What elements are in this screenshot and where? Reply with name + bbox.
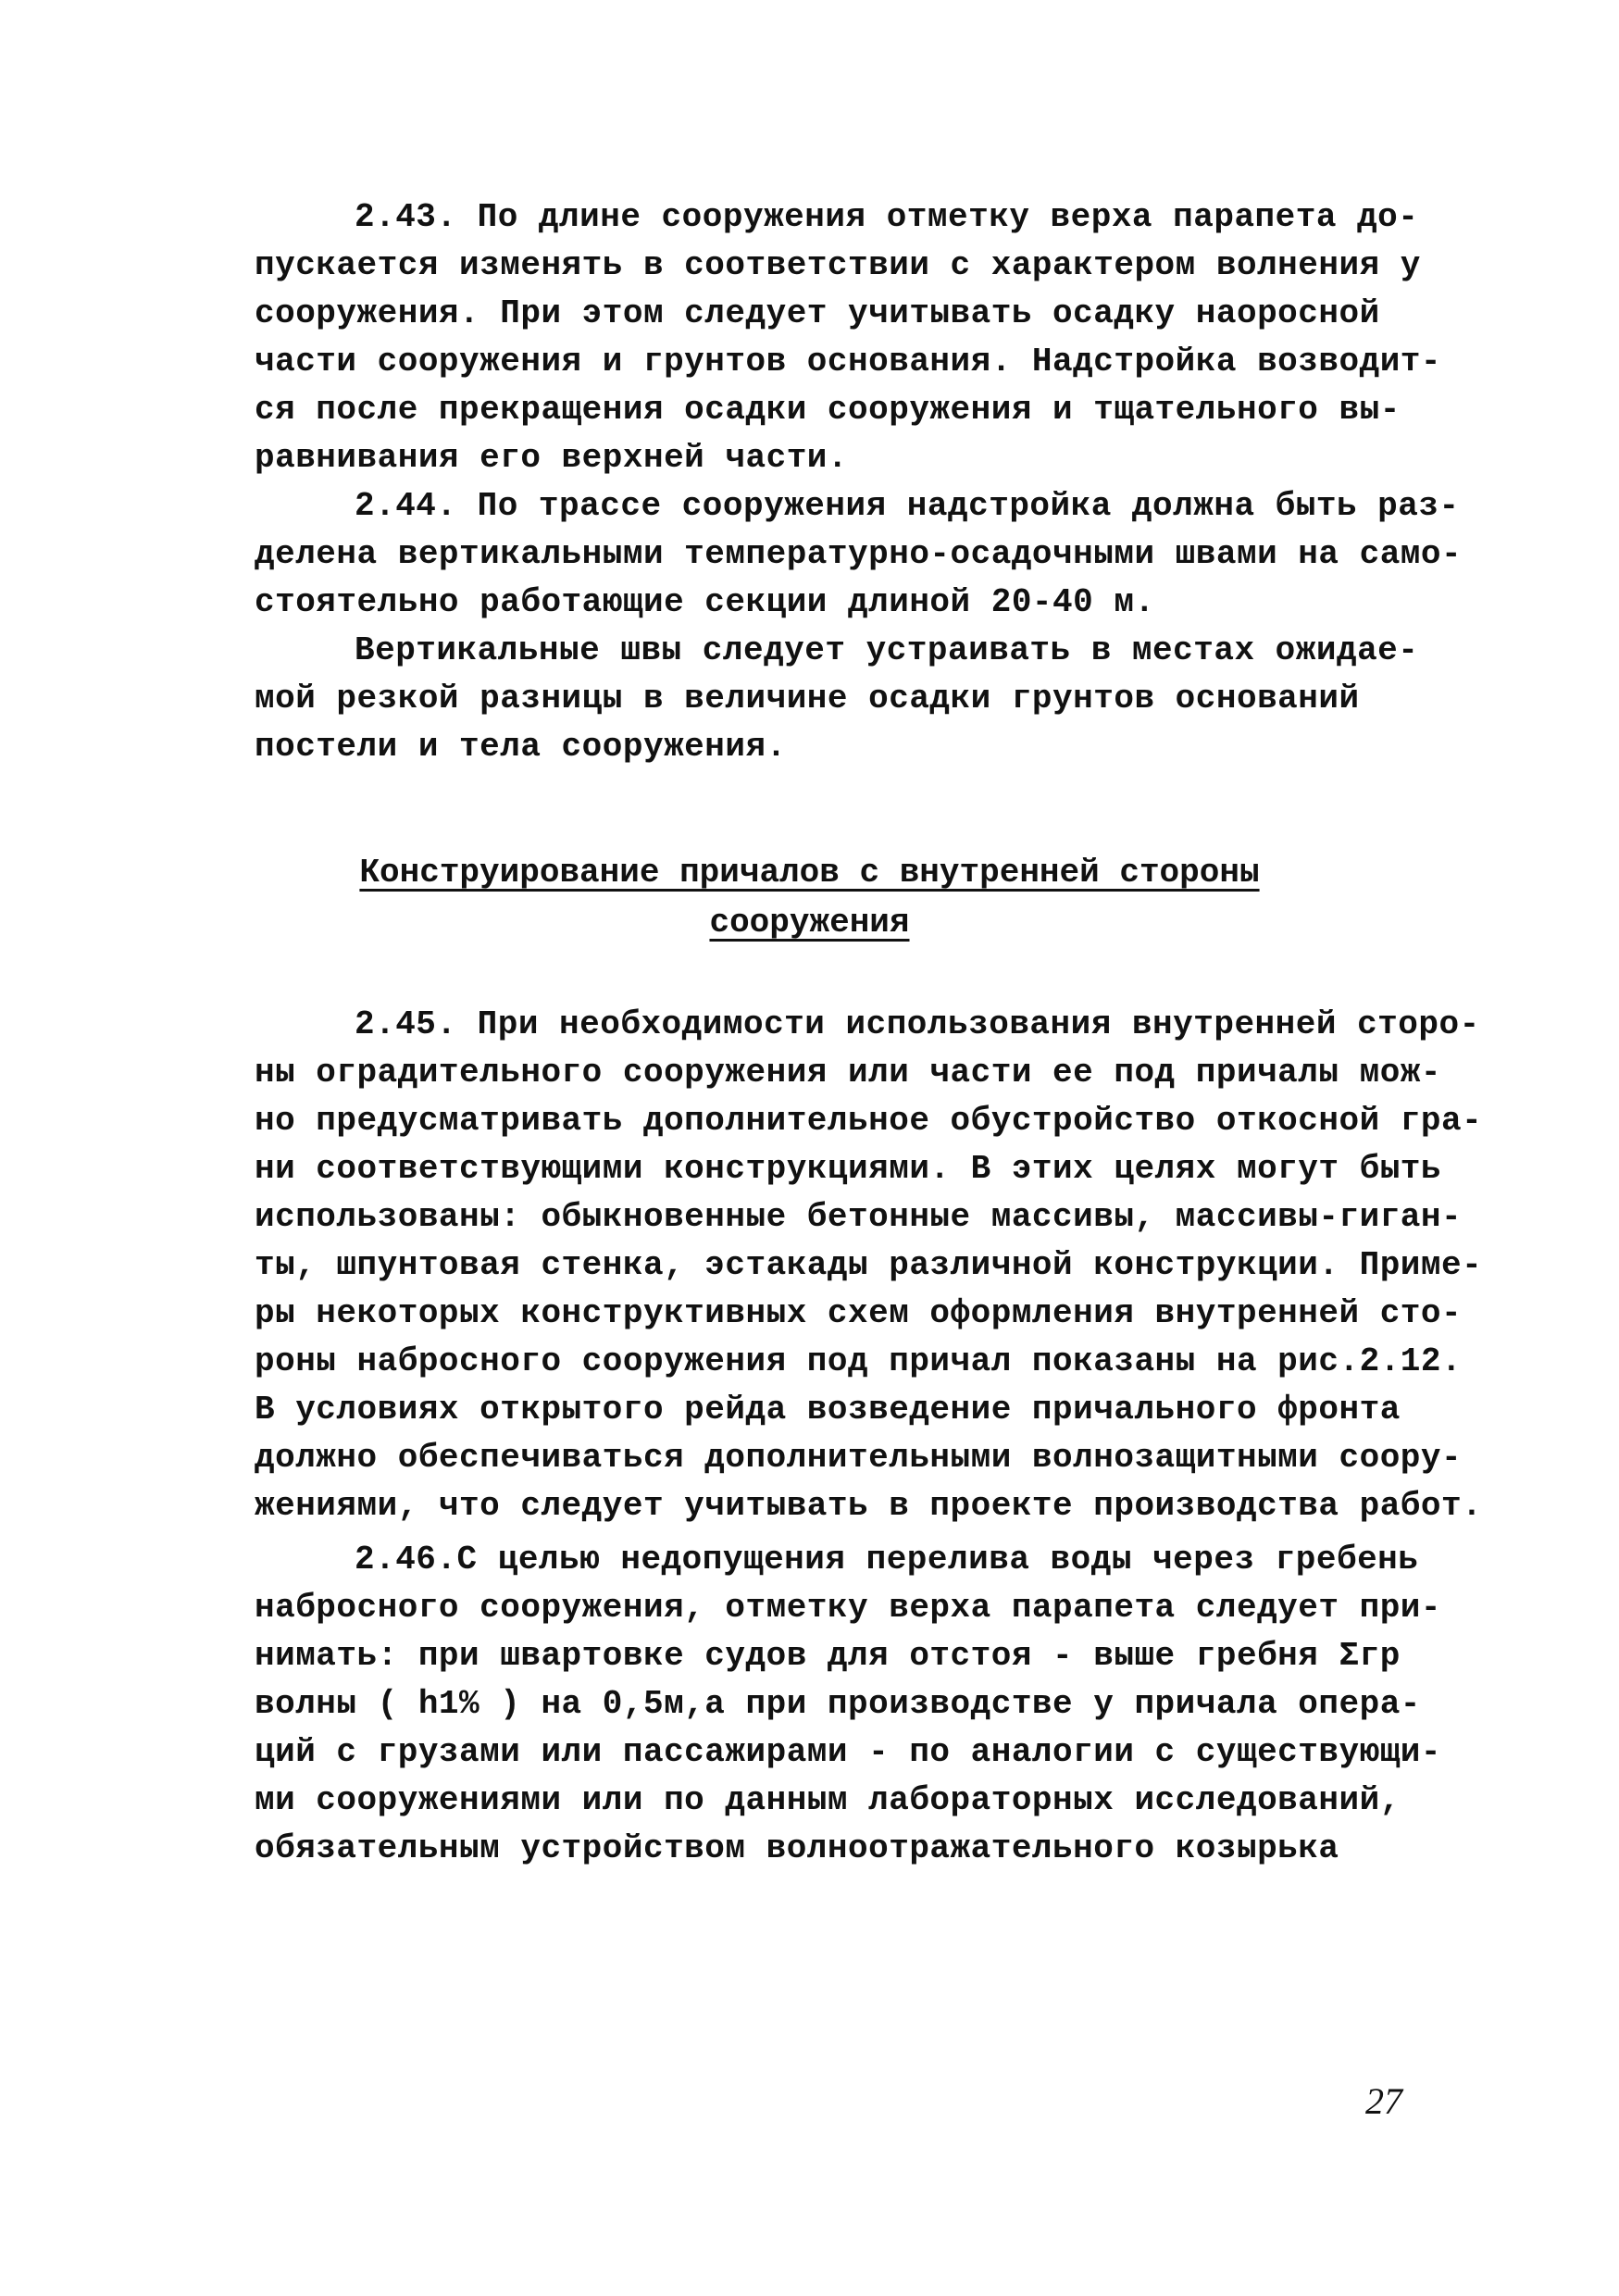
text-line: мой резкой разницы в величине осадки грунтов оснований	[255, 680, 1360, 718]
text-line: но предусматривать дополнительное обустройство откосной гра-	[255, 1102, 1483, 1140]
text-line: 2.45. При необходимости использования внутренней сторо-	[355, 1005, 1480, 1043]
section-heading-cont	[0, 900, 1619, 946]
text-line: ты, шпунтовая стенка, эстакады различной конструкции. Приме-	[255, 1246, 1483, 1284]
text-line: волны ( h1% ) на 0,5м,а при производстве у причала опера-	[255, 1685, 1421, 1723]
text-line: нимать: при швартовке судов для отстоя - выше гребня Σгр	[255, 1637, 1401, 1675]
text-line: ми сооружениями или по данным лабораторных исследований,	[255, 1781, 1401, 1819]
page-number: 27	[1365, 2080, 1402, 2122]
text-line: ны оградительного сооружения или части ее под причалы мож-	[255, 1054, 1442, 1092]
text-line: 2.44. По трассе сооружения надстройка должна быть раз-	[355, 487, 1460, 525]
text-line: ни соответствующими конструкциями. В этих целях могут быть	[255, 1150, 1442, 1188]
text-line: В условиях открытого рейда возведение причального фронта	[255, 1391, 1401, 1429]
text-line: ры некоторых конструктивных схем оформления внутренней сто-	[255, 1294, 1463, 1332]
text-line: 2.43. По длине сооружения отметку верха парапета до-	[355, 198, 1419, 236]
section-heading-line2: сооружения	[709, 904, 910, 942]
text-line: должно обеспечиваться дополнительными волнозащитными соору-	[255, 1439, 1463, 1477]
text-line: пускается изменять в соответствии с характером волнения у	[255, 246, 1421, 284]
text-line: Вертикальные швы следует устраивать в местах ожидае-	[355, 631, 1419, 669]
section-heading-line1: Конструирование причалов с внутренней стороны	[359, 854, 1260, 892]
text-line: равнивания его верхней части.	[255, 439, 849, 477]
text-line: делена вертикальными температурно-осадочными швами на само-	[255, 535, 1463, 573]
text-line: использованы: обыкновенные бетонные массивы, массивы-гиган-	[255, 1198, 1463, 1236]
text-line: обязательным устройством волноотражательного козырька	[255, 1829, 1339, 1867]
text-line: 2.46.С целью недопущения перелива воды через гребень	[355, 1541, 1419, 1578]
text-line: ций с грузами или пассажирами - по аналогии с существующи-	[255, 1733, 1442, 1771]
text-line: стоятельно работающие секции длиной 20-40 м.	[255, 583, 1155, 621]
text-line: ся после прекращения осадки сооружения и тщательного вы-	[255, 391, 1401, 429]
text-line: постели и тела сооружения.	[255, 728, 787, 766]
text-line: жениями, что следует учитывать в проекте производства работ.	[255, 1487, 1483, 1525]
section-heading	[0, 850, 1619, 896]
text-line: роны набросного сооружения под причал показаны на рис.2.12.	[255, 1342, 1463, 1380]
text-line: части сооружения и грунтов основания. Надстройка возводит-	[255, 343, 1442, 381]
text-line: сооружения. При этом следует учитывать осадку наоросной	[255, 294, 1380, 332]
text-line: набросного сооружения, отметку верха парапета следует при-	[255, 1589, 1442, 1627]
